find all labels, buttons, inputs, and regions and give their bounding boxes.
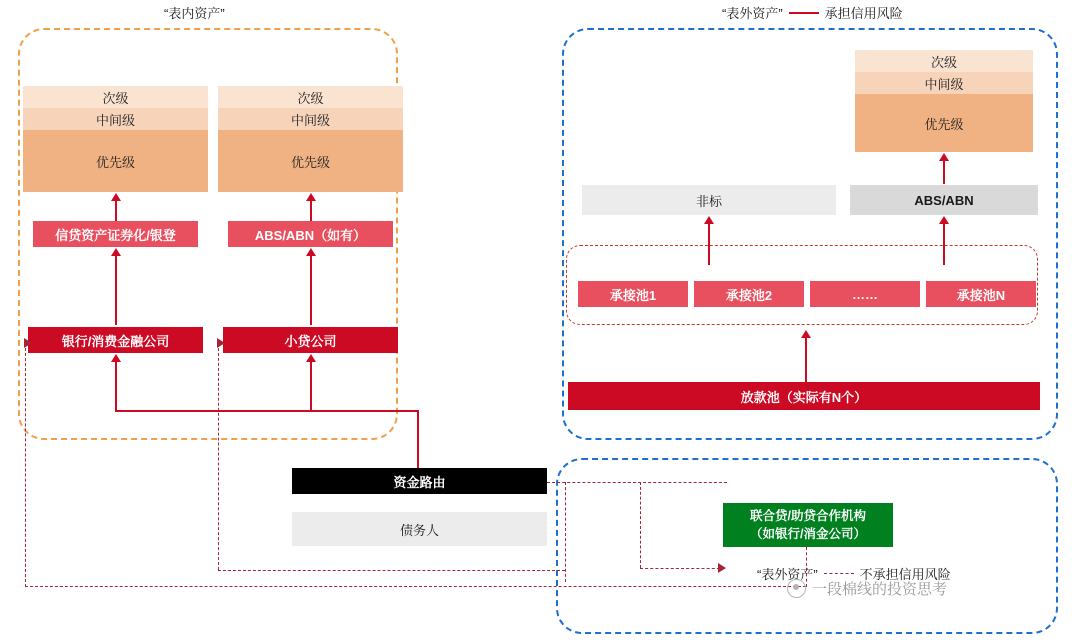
arrow-micro-to-absabn xyxy=(306,248,316,256)
left-absabn-box[interactable]: ABS/ABN（如有） xyxy=(228,221,393,247)
arrow-left-abs1-to-stack1 xyxy=(111,193,121,201)
right-absabn-box[interactable]: ABS/ABN xyxy=(850,185,1038,215)
dashed-micro-vertical xyxy=(218,343,219,570)
arrow-dashed-to-bank xyxy=(24,338,32,348)
right-stack-senior: 优先级 xyxy=(855,94,1033,152)
left-stack1-subordinate: 次级 xyxy=(23,86,208,108)
connector-left-abs1-to-stack1 xyxy=(115,200,117,221)
legend-solid-line-icon xyxy=(789,12,819,14)
connector-fundroute-horizontal xyxy=(115,410,419,412)
legend-on-balance: “表内资产” xyxy=(164,6,225,21)
dashed-joint-vertical-1 xyxy=(565,482,566,582)
joint-lending-line1: 联合贷/助贷合作机构 xyxy=(750,508,866,523)
dashed-joint-horizontal xyxy=(640,568,725,569)
left-micro-loan-company-box[interactable]: 小贷公司 xyxy=(223,327,398,353)
pool-item-3[interactable]: …… xyxy=(810,281,920,307)
legend-dashed-line-icon xyxy=(824,573,854,574)
connector-fundroute-vertical xyxy=(417,412,419,472)
legend-off-balance-nocredit-suffix: 不承担信用风险 xyxy=(859,567,951,582)
arrow-lendingpool-to-pools xyxy=(801,330,811,338)
arrow-dashed-to-micro xyxy=(217,338,225,348)
legend-off-balance-credit-text: “表外资产” xyxy=(722,6,783,21)
arrow-left-abs2-to-stack2 xyxy=(306,193,316,201)
arrow-fundroute-to-micro xyxy=(306,354,316,362)
fund-route-box[interactable]: 资金路由 xyxy=(292,468,547,494)
connector-absabn-to-stack xyxy=(943,160,945,184)
arrow-pools-to-nonstandard xyxy=(704,216,714,224)
left-stack1-senior: 优先级 xyxy=(23,130,208,192)
connector-left-abs2-to-stack2 xyxy=(310,200,312,221)
watermark xyxy=(787,578,947,599)
debtor-box[interactable]: 债务人 xyxy=(292,512,547,546)
left-stack1-mezzanine: 中间级 xyxy=(23,108,208,130)
connector-fundroute-to-micro xyxy=(310,361,312,411)
right-stack-subordinate: 次级 xyxy=(855,50,1033,72)
watermark-logo-icon xyxy=(787,579,806,598)
dashed-left-return-vertical xyxy=(25,343,26,587)
legend-off-balance-credit-suffix: 承担信用风险 xyxy=(824,6,903,21)
dashed-bottom-return xyxy=(25,586,806,587)
dashed-fundroute-to-joint xyxy=(547,482,727,483)
dashed-joint-vertical-2 xyxy=(640,482,641,568)
pool-item-1[interactable]: 承接池1 xyxy=(578,281,688,307)
left-stack2-senior: 优先级 xyxy=(218,130,403,192)
pool-item-2[interactable]: 承接池2 xyxy=(694,281,804,307)
watermark-text: 一段棉线的投资思考 xyxy=(812,581,948,598)
right-nonstandard-box[interactable]: 非标 xyxy=(582,185,836,215)
connector-lendingpool-to-pools xyxy=(805,337,807,382)
connector-bank-to-securitization xyxy=(115,255,117,325)
right-stack-mezzanine: 中间级 xyxy=(855,72,1033,94)
pool-item-4[interactable]: 承接池N xyxy=(926,281,1036,307)
legend-off-balance-credit xyxy=(722,3,903,22)
left-stack2-mezzanine: 中间级 xyxy=(218,108,403,130)
connector-fundroute-to-bank xyxy=(115,361,117,411)
connector-micro-to-absabn xyxy=(310,255,312,325)
dashed-micro-horizontal xyxy=(218,570,565,571)
left-stack2-subordinate: 次级 xyxy=(218,86,403,108)
arrow-absabn-to-stack xyxy=(939,153,949,161)
legend-off-balance-nocredit-text: “表外资产” xyxy=(757,567,818,582)
lending-pool-box[interactable]: 放款池（实际有N个） xyxy=(568,382,1040,410)
arrow-bank-to-securitization xyxy=(111,248,121,256)
arrow-fundroute-to-bank xyxy=(111,354,121,362)
left-bank-consumer-finance-box[interactable]: 银行/消费金融公司 xyxy=(28,327,203,353)
joint-lending-box[interactable] xyxy=(723,503,893,547)
arrow-dashed-to-joint xyxy=(718,563,726,573)
left-securitization-box[interactable]: 信贷资产证券化/银登 xyxy=(33,221,198,247)
joint-lending-line2: （如银行/消金公司） xyxy=(750,527,866,541)
arrow-pools-to-absabn xyxy=(939,216,949,224)
